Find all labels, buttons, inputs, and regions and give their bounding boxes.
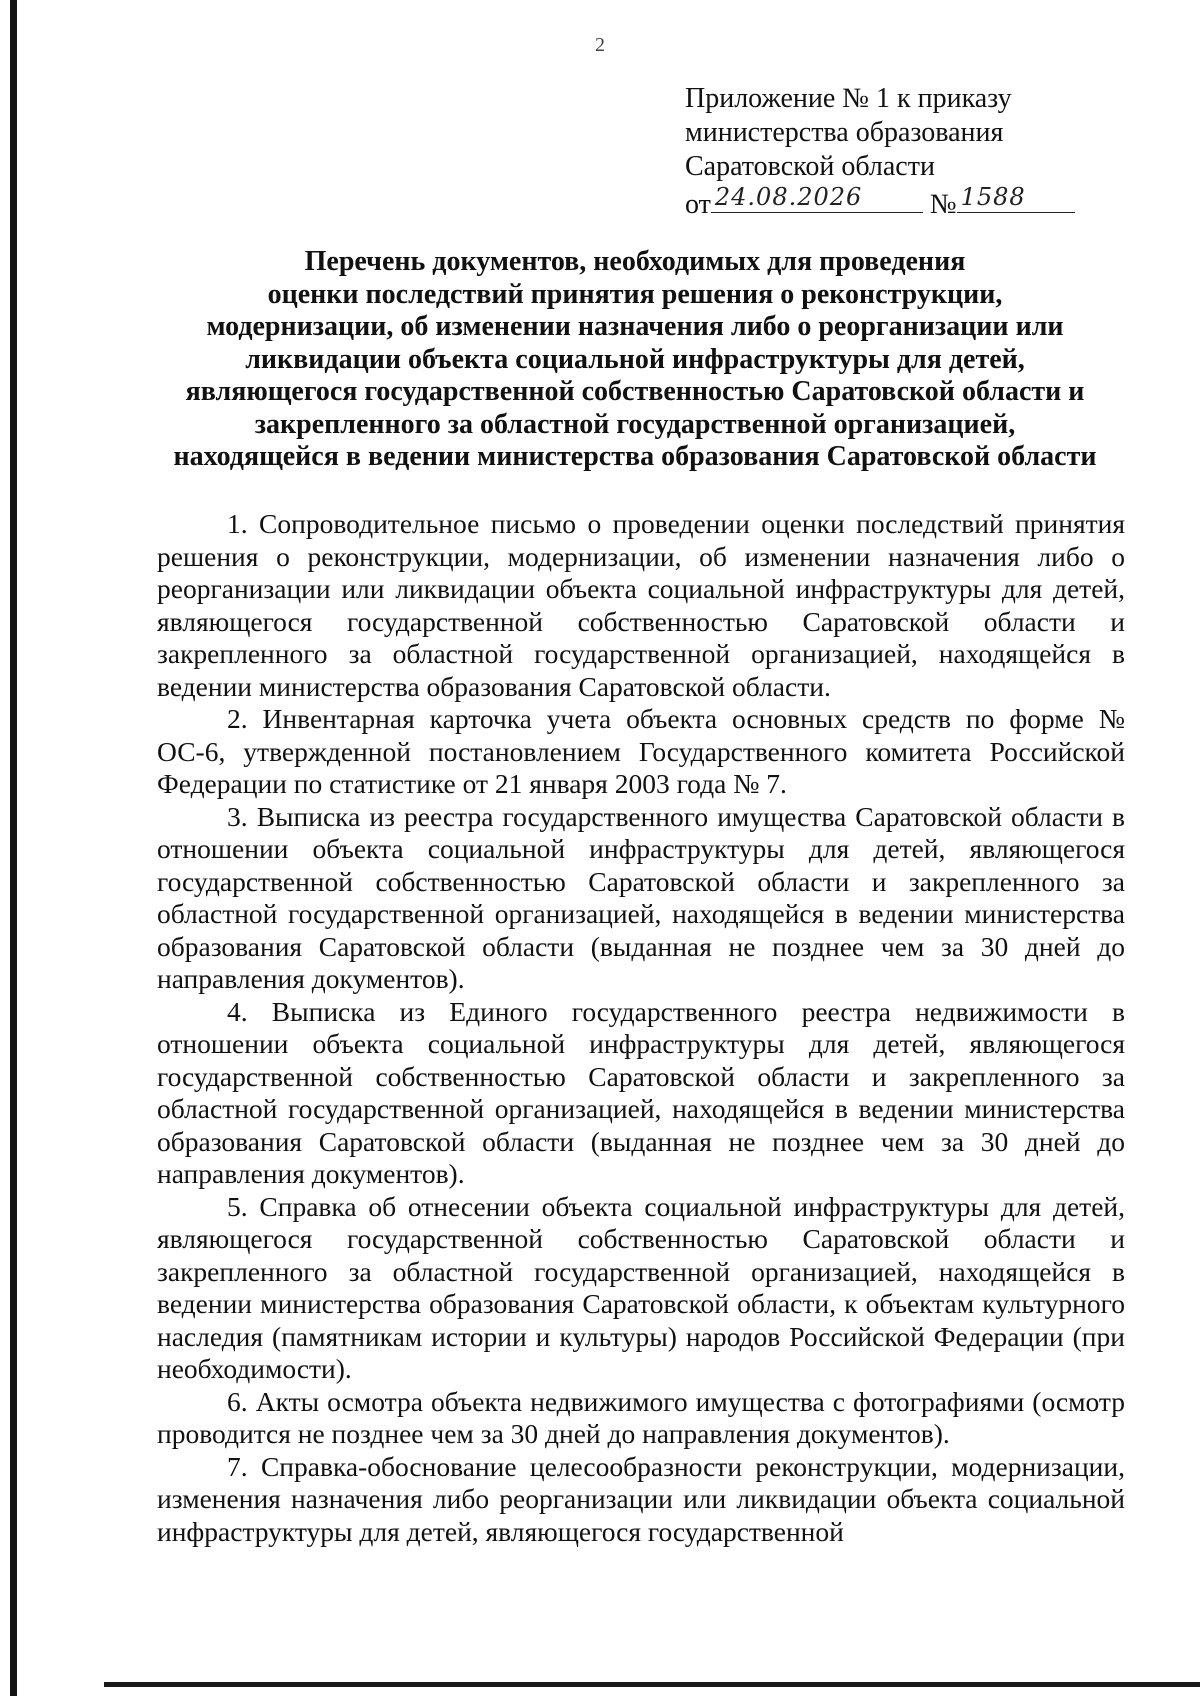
scan-edge-left: [10, 0, 17, 1696]
appendix-line-1: Приложение № 1 к приказу: [685, 83, 1012, 114]
scan-edge-bottom: [104, 1682, 1200, 1687]
list-item-7: 7. Справка-обоснование целесообразности реконструкции, модернизации, изменения назначения либо реорганизации или ликвидации объекта социальной инфраструктуры для детей, являющегося государственной: [157, 1450, 1125, 1547]
list-item-6: 6. Акты осмотра объекта недвижимого имущества с фотографиями (осмотр проводится не позднее чем за 30 дней до направления документов).: [157, 1385, 1125, 1449]
list-item-1: 1. Сопроводительное письмо о проведении оценки последствий принятия решения о реконструкции, модернизации, об изменении назначения либо о реорганизации или ликвидации объекта социальной инфраструктуры для детей, являющегося государственной собственностью Саратовской области и закрепленного за областной государственной организацией, находящейся в ведении министерства образования Саратовской области.: [157, 508, 1125, 702]
list-item-2: 2. Инвентарная карточка учета объекта основных средств по форме № ОС-6, утвержденной постановлением Государственного комитета Российской Федерации по статистике от 21 января 2003 года № 7.: [157, 703, 1125, 799]
appendix-date-line: [685, 184, 1085, 222]
document-title: [150, 246, 1120, 474]
title-line: Перечень документов, необходимых для проведения: [304, 246, 966, 277]
list-item-4: 4. Выписка из Единого государственного реестра недвижимости в отношении объекта социальной инфраструктуры для детей, являющегося государственной собственностью Саратовской области и закрепленного за областной государственной организацией, находящейся в ведении министерства образования Саратовской области (выданная не позднее чем за 30 дней до направления документов).: [157, 995, 1125, 1189]
title-line: находящейся в ведении министерства образования Саратовской области: [173, 441, 1097, 472]
page-number: 2: [595, 34, 605, 56]
appendix-line-2: министерства образования: [685, 117, 1004, 148]
appendix-header: [685, 82, 1085, 222]
title-line: являющегося государственной собственностью Саратовской области и: [185, 376, 1085, 407]
document-body: [157, 508, 1125, 1548]
title-line: модернизации, об изменении назначения либо о реорганизации или: [206, 311, 1064, 342]
title-line: ликвидации объекта социальной инфраструктуры для детей,: [245, 343, 1025, 375]
handwritten-date: 24.08.2026: [714, 183, 863, 211]
list-item-3: 3. Выписка из реестра государственного имущества Саратовской области в отношении объекта социальной инфраструктуры для детей, являющегося государственной собственностью Саратовской области и закрепленного за областной государственной организацией, находящейся в ведении министерства образования Саратовской области (выданная не позднее чем за 30 дней до направления документов).: [157, 800, 1125, 994]
date-field: [711, 184, 923, 213]
date-prefix: от: [685, 189, 711, 220]
appendix-line-3: Саратовской области: [685, 151, 935, 182]
list-item-5: 5. Справка об отнесении объекта социальной инфраструктуры для детей, являющегося государственной собственностью Саратовской области и закрепленного за областной государственной организацией, находящейся в ведении министерства образования Саратовской области, к объектам культурного наследия (памятникам истории и культуры) народов Российской Федерации (при необходимости).: [157, 1190, 1125, 1384]
title-line: закрепленного за областной государственной организацией,: [254, 408, 1016, 440]
number-prefix: №: [929, 189, 957, 220]
handwritten-number: 1588: [960, 183, 1026, 211]
number-field: [957, 184, 1075, 213]
title-line: оценки последствий принятия решения о реконструкции,: [267, 278, 1003, 310]
